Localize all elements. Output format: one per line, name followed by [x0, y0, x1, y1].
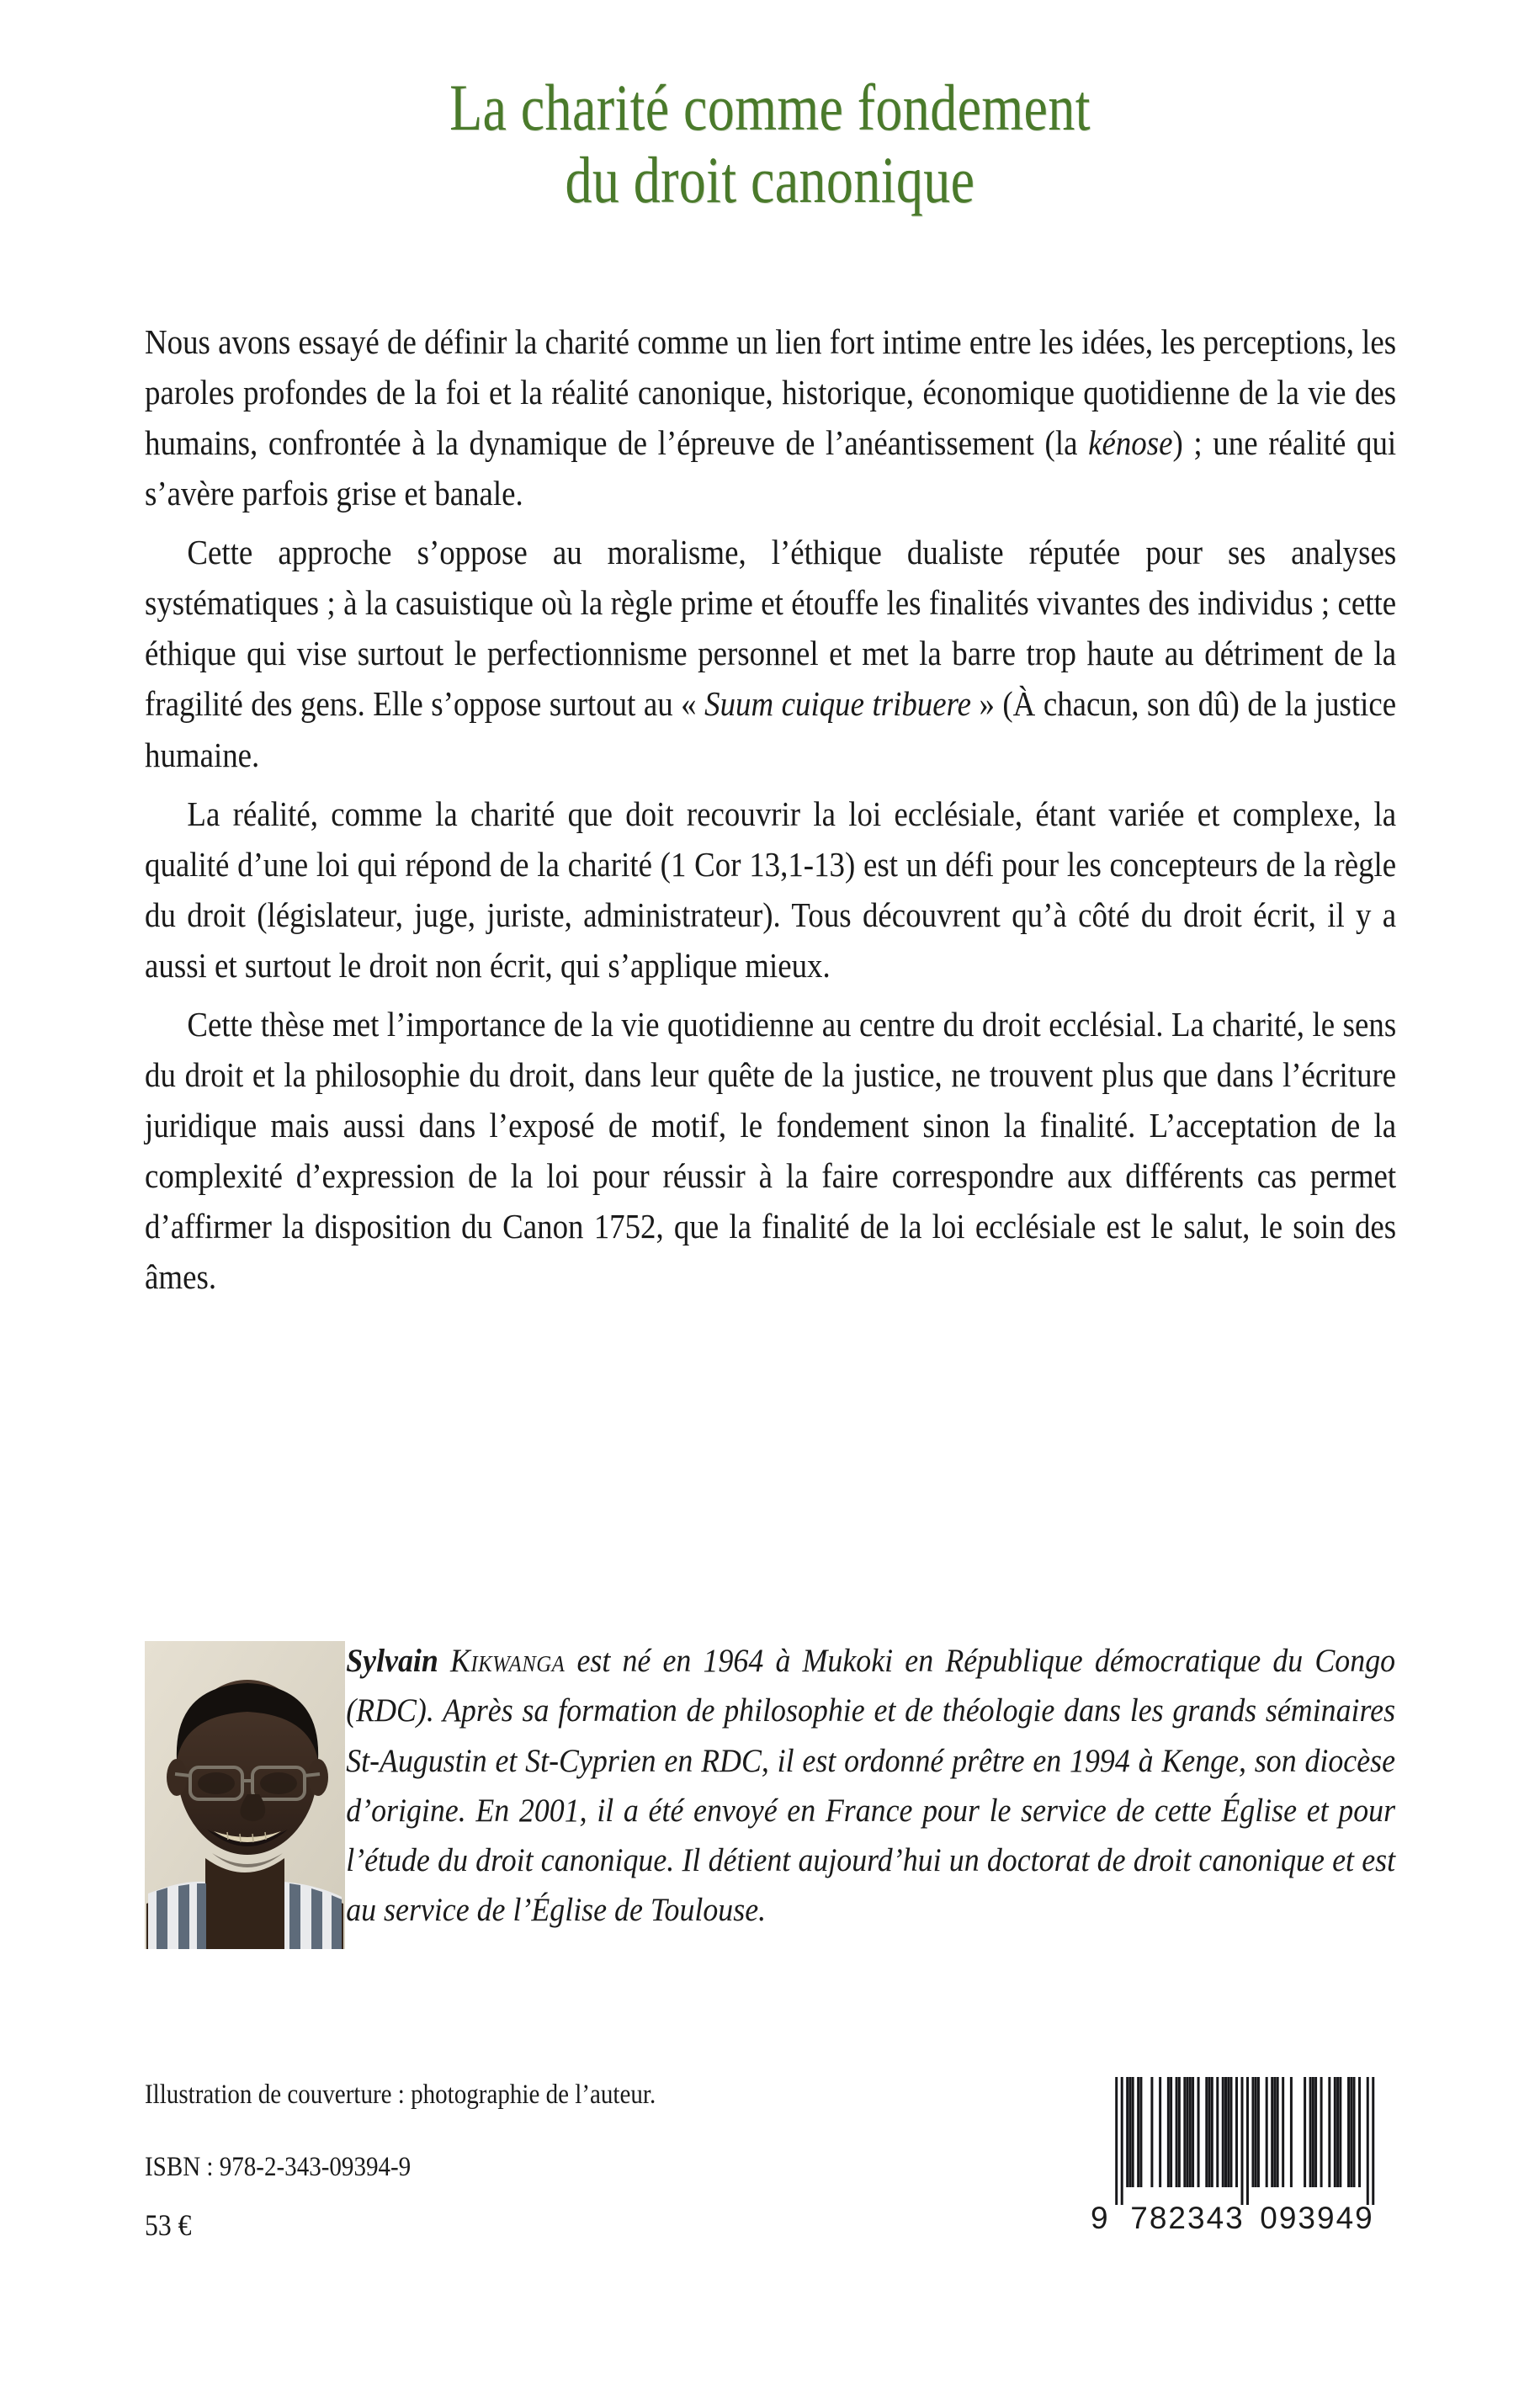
barcode-digits-right: 093949: [1260, 2201, 1374, 2235]
body-text: Cette approche s’oppose au moralisme, l’éthique dualiste réputée pour ses analyses systématiques ; à la casuistique où la règle prime et étouffe les finalités vivantes des individus ; cette éthique qui vise surtout le perfectionnisme personnel et met la barre trop haute au détriment de la fragilité des gens. Elle s’oppose surtout au «: [145, 533, 1397, 724]
author-first-name: Sylvain: [346, 1643, 438, 1679]
barcode-digits: [1091, 2202, 1380, 2234]
title-line-2: du droit canonique: [565, 142, 975, 216]
blurb-paragraph-3: [145, 789, 1396, 991]
blurb-paragraph-2: [145, 527, 1396, 779]
body-text: Nous avons essayé de définir la charité comme un lien fort intime entre les idées, les perceptions, les paroles profondes de la foi et la réalité canonique, historique, économique quotidienne de la vie des humains, confrontée à la dynamique de l’épreuve de l’anéantissement (la: [145, 322, 1397, 463]
title-line-1: La charité comme fondement: [449, 71, 1091, 144]
author-bio-body: est né en 1964 à Mukoki en République démocratique du Congo (RDC). Après sa formation de philosophie et de théologie dans les grands séminaires St-Augustin et St-Cyprien en RDC, il est ordonné prêtre en 1994 à Kenge, son diocèse d’origine. En 2001, il a été envoyé en France pour le service de cette Église et pour l’étude du droit canonique. Il détient aujourd’hui un doctorat de droit canonique et est au service de l’Église de Toulouse.: [346, 1643, 1396, 1929]
author-last-name: Kikwanga: [450, 1643, 566, 1679]
cover-credit: Illustration de couverture : photographie de l’auteur.: [145, 2080, 656, 2110]
blurb-paragraph-4: [145, 999, 1396, 1302]
blurb-text: [145, 316, 1395, 1302]
body-text: La réalité, comme la charité que doit recouvrir la loi ecclésiale, étant variée et complexe, la qualité d’une loi qui répond de la charité (1 Cor 13,1-13) est un défi pour les concepteurs de la règle du droit (législateur, juge, juriste, administrateur). Tous découvrent qu’à côté du droit écrit, il y a aussi et surtout le droit non écrit, qui s’applique mieux.: [145, 794, 1397, 985]
page-title: [145, 71, 1395, 216]
blurb-paragraph-1: [145, 316, 1396, 518]
body-text: » (À chacun, son dû) de la justice humaine.: [145, 684, 1397, 774]
price-text: 53 €: [145, 2208, 192, 2243]
emphasis-text: Suum cuique tribuere: [704, 684, 971, 724]
emphasis-text: kénose: [1088, 423, 1173, 463]
body-text: ) ; une réalité qui s’avère parfois grise et banale.: [145, 423, 1397, 513]
author-bio: [145, 1636, 1395, 1952]
author-bio-text: [145, 1636, 1395, 1936]
barcode-bars: [1091, 2077, 1380, 2205]
barcode-digits-left: 782343: [1130, 2201, 1245, 2235]
barcode-digit-lead: 9: [1091, 2201, 1107, 2235]
isbn-barcode: [1091, 2077, 1380, 2234]
body-text: Cette thèse met l’importance de la vie quotidienne au centre du droit ecclésial. La charité, le sens du droit et la philosophie du droit, dans leur quête de la justice, ne trouvent plus que dans l’écriture juridique mais aussi dans l’exposé de motif, le fondement sinon la finalité. L’acceptation de la complexité d’expression de la loi pour réussir à la faire correspondre aux différents cas permet d’affirmer la disposition du Canon 1752, que la finalité de la loi ecclésiale est le salut, le soin des âmes.: [145, 1004, 1397, 1297]
isbn-text: ISBN : 978-2-343-09394-9: [145, 2151, 412, 2182]
